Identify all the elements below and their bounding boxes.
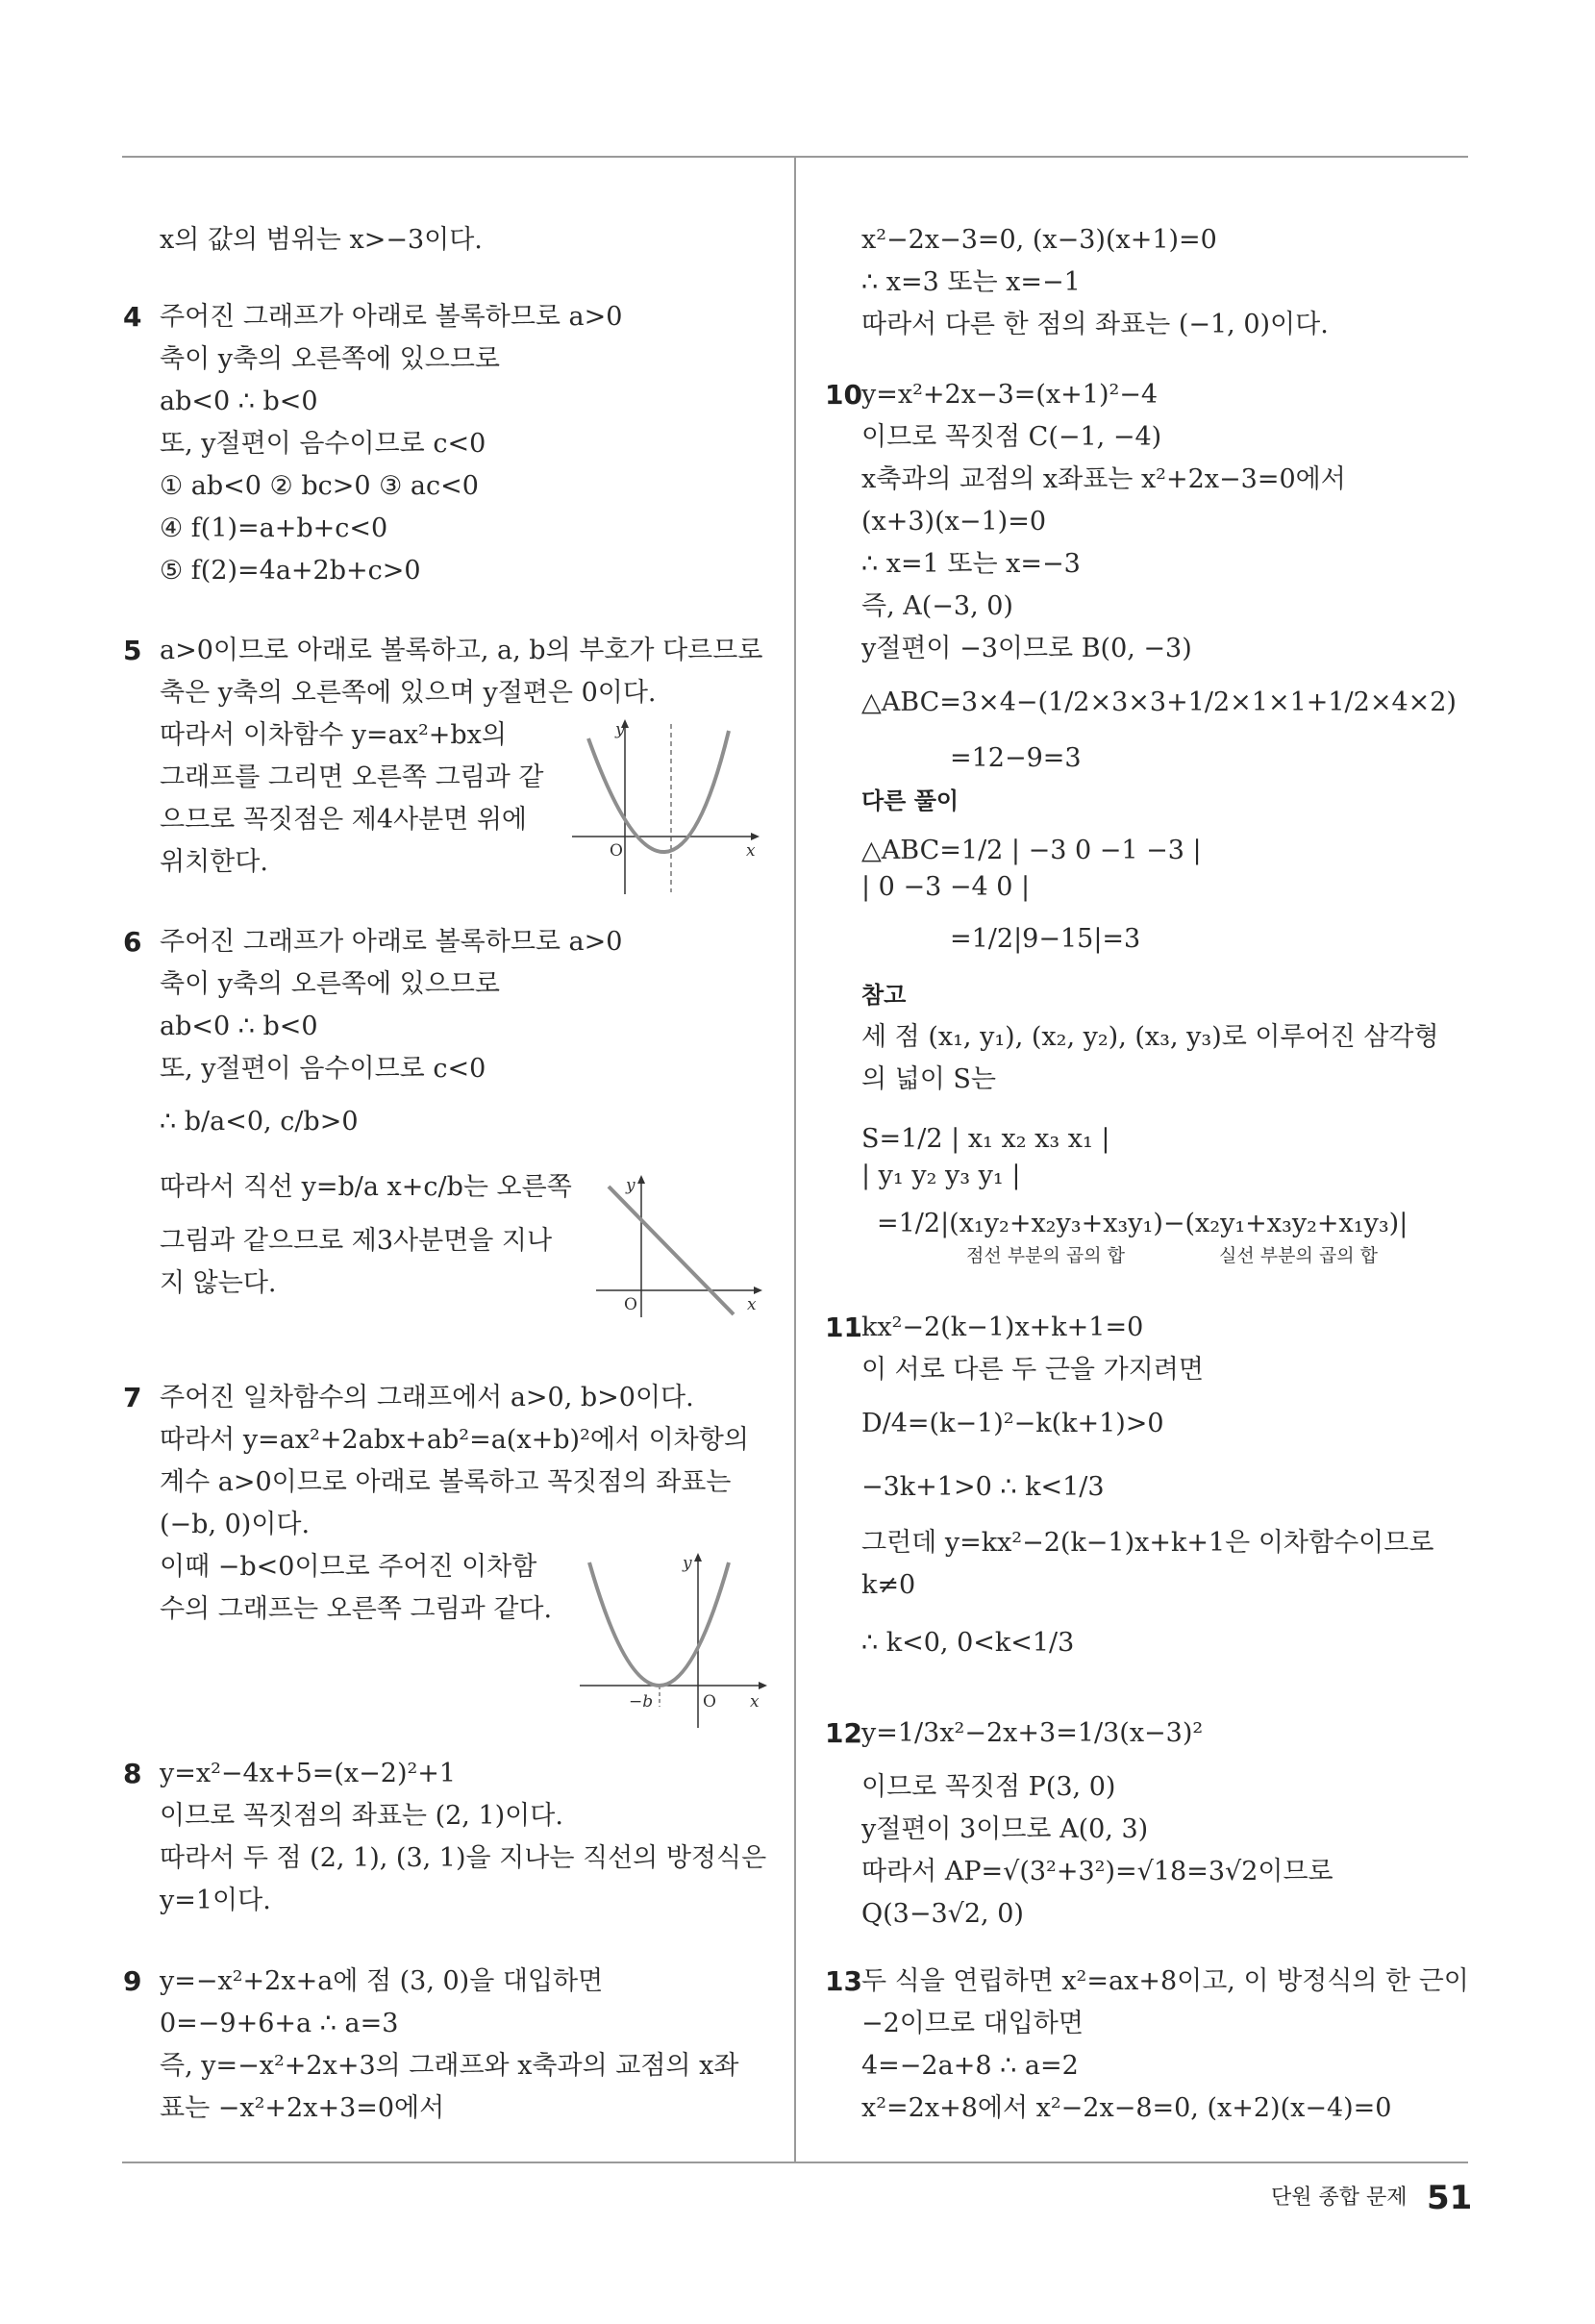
problem-7-parabola-graph xyxy=(575,1553,767,1731)
problem-10-line: x축과의 교점의 x좌표는 x²+2x−3=0에서 xyxy=(861,464,1346,494)
problem-8-line: y=x²−4x+5=(x−2)²+1 xyxy=(160,1759,457,1788)
problem-12-line: y=1/3x²−2x+3=1/3(x−3)² xyxy=(861,1718,1204,1748)
origin-label: O xyxy=(703,1692,716,1712)
problem-10-line: ∴ x=1 또는 x=−3 xyxy=(861,549,1081,579)
problem-13-line: 4=−2a+8 ∴ a=2 xyxy=(861,2051,1079,2081)
problem-13-line: −2이므로 대입하면 xyxy=(861,2009,1084,2038)
problem-9-cont-line: ∴ x=3 또는 x=−1 xyxy=(861,267,1081,297)
problem-7-line: 따라서 y=ax²+2abx+ab²=a(x+b)²에서 이차항의 xyxy=(160,1425,749,1455)
problem-4-line: 주어진 그래프가 아래로 볼록하므로 a>0 xyxy=(160,302,623,332)
problem-6-line: 그림과 같으므로 제3사분면을 지나 xyxy=(160,1226,553,1256)
x-axis-label: x xyxy=(747,1295,757,1314)
footer-section-label: 단원 종합 문제 xyxy=(1271,2186,1408,2210)
problem-6-line: ab<0 ∴ b<0 xyxy=(160,1012,318,1041)
problem-4-line: ab<0 ∴ b<0 xyxy=(160,387,318,416)
note-line: | y₁ y₂ y₃ y₁ | xyxy=(861,1161,1021,1190)
problem-7-number: 7 xyxy=(123,1382,142,1413)
problem-11-line: 그런데 y=kx²−2(k−1)x+k+1은 이차함수이므로 xyxy=(861,1528,1434,1558)
problem-5-line: 따라서 이차함수 y=ax²+bx의 xyxy=(160,720,507,750)
problem-4-line: 축이 y축의 오른쪽에 있으므로 xyxy=(160,344,500,374)
problem-6-line: ∴ b/a<0, c/b>0 xyxy=(160,1107,359,1137)
problem-6-line: 따라서 직선 y=b/a x+c/b는 오른쪽 xyxy=(160,1172,572,1202)
problem-9-line: 즉, y=−x²+2x+3의 그래프와 x축과의 교점의 x좌 xyxy=(160,2051,739,2081)
problem-9-line: 0=−9+6+a ∴ a=3 xyxy=(160,2009,399,2038)
intro-line: x의 값의 범위는 x>−3이다. xyxy=(160,225,483,255)
problem-7-line: 수의 그래프는 오른쪽 그림과 같다. xyxy=(160,1594,553,1624)
problem-6-number: 6 xyxy=(123,926,142,958)
column-divider xyxy=(794,156,796,2162)
problem-11-line: k≠0 xyxy=(861,1570,916,1600)
problem-11-line: −3k+1>0 ∴ k<1/3 xyxy=(861,1472,1105,1502)
origin-label: O xyxy=(610,841,623,861)
problem-4-line: ④ f(1)=a+b+c<0 xyxy=(160,513,388,543)
problem-13-number: 13 xyxy=(825,1965,862,1997)
note-line: S=1/2 | x₁ x₂ x₃ x₁ | xyxy=(861,1124,1110,1154)
problem-5-line: a>0이므로 아래로 볼록하고, a, b의 부호가 다르므로 xyxy=(160,636,763,665)
problem-12-line: y절편이 3이므로 A(0, 3) xyxy=(861,1814,1149,1844)
problem-6-line-graph xyxy=(591,1175,764,1319)
note-line: 의 넓이 S는 xyxy=(861,1064,996,1094)
problem-7-line: 주어진 일차함수의 그래프에서 a>0, b>0이다. xyxy=(160,1383,694,1412)
problem-10-line: =12−9=3 xyxy=(950,743,1082,773)
problem-6-line: 지 않는다. xyxy=(160,1268,277,1298)
problem-11-line: ∴ k<0, 0<k<1/3 xyxy=(861,1628,1075,1658)
note-line: =1/2|(x₁y₂+x₂y₃+x₃y₁)−(x₂y₁+x₃y₂+x₁y₃)| xyxy=(877,1209,1408,1238)
problem-10-number: 10 xyxy=(825,379,862,411)
alt-solution-line: | 0 −3 −4 0 | xyxy=(861,872,1031,902)
problem-7-line: 계수 a>0이므로 아래로 볼록하고 꼭짓점의 좌표는 xyxy=(160,1467,732,1497)
problem-9-line: y=−x²+2x+a에 점 (3, 0)을 대입하면 xyxy=(160,1966,604,1996)
problem-7-line: (−b, 0)이다. xyxy=(160,1510,311,1539)
problem-5-line: 위치한다. xyxy=(160,847,268,877)
problem-7-line: 이때 −b<0이므로 주어진 이차함 xyxy=(160,1552,537,1582)
problem-10-line: (x+3)(x−1)=0 xyxy=(861,507,1046,537)
problem-5-line: 그래프를 그리면 오른쪽 그림과 같 xyxy=(160,762,544,792)
note-line: 세 점 (x₁, y₁), (x₂, y₂), (x₃, y₃)로 이루어진 삼각형 xyxy=(861,1022,1439,1052)
problem-11-line: D/4=(k−1)²−k(k+1)>0 xyxy=(861,1409,1164,1438)
problem-4-number: 4 xyxy=(123,301,142,333)
y-axis-label: y xyxy=(615,720,625,739)
page-number: 51 xyxy=(1427,2179,1473,2217)
problem-12-line: 이므로 꼭짓점 P(3, 0) xyxy=(861,1772,1116,1802)
problem-10-line: y절편이 −3이므로 B(0, −3) xyxy=(861,634,1192,663)
alt-solution-line: =1/2|9−15|=3 xyxy=(950,924,1141,954)
problem-10-line: y=x²+2x−3=(x+1)²−4 xyxy=(861,380,1159,410)
problem-9-line: 표는 −x²+2x+3=0에서 xyxy=(160,2093,445,2123)
problem-13-line: 두 식을 연립하면 x²=ax+8이고, 이 방정식의 한 근이 xyxy=(861,1966,1469,1996)
solid-caption: 실선 부분의 곱의 합 xyxy=(1219,1245,1378,1266)
problem-6-line: 또, y절편이 음수이므로 c<0 xyxy=(160,1054,486,1084)
problem-4-line: ① ab<0 ② bc>0 ③ ac<0 xyxy=(160,471,479,501)
note-heading: 참고 xyxy=(861,982,907,1009)
problem-5-parabola-graph xyxy=(567,719,760,897)
problem-9-number: 9 xyxy=(123,1965,142,1997)
problem-5-line: 으므로 꼭짓점은 제4사분면 위에 xyxy=(160,805,527,835)
problem-5-line: 축은 y축의 오른쪽에 있으며 y절편은 0이다. xyxy=(160,678,657,708)
problem-9-cont-line: 따라서 다른 한 점의 좌표는 (−1, 0)이다. xyxy=(861,310,1329,339)
problem-10-line: 이므로 꼭짓점 C(−1, −4) xyxy=(861,422,1162,452)
vertex-label: −b xyxy=(629,1692,654,1712)
problem-12-line: 따라서 AP=√(3²+3²)=√18=3√2이므로 xyxy=(861,1857,1333,1887)
problem-12-line: Q(3−3√2, 0) xyxy=(861,1899,1024,1929)
x-axis-label: x xyxy=(746,841,756,861)
problem-13-line: x²=2x+8에서 x²−2x−8=0, (x+2)(x−4)=0 xyxy=(861,2093,1392,2123)
problem-10-line: 즉, A(−3, 0) xyxy=(861,591,1013,621)
problem-11-line: kx²−2(k−1)x+k+1=0 xyxy=(861,1312,1144,1342)
problem-6-line: 축이 y축의 오른쪽에 있으므로 xyxy=(160,969,500,999)
alt-solution-heading: 다른 풀이 xyxy=(861,787,959,814)
problem-10-line: △ABC=3×4−(1/2×3×3+1/2×1×1+1/2×4×2) xyxy=(861,687,1457,717)
problem-11-number: 11 xyxy=(825,1312,862,1343)
bottom-rule xyxy=(122,2162,1468,2163)
problem-8-number: 8 xyxy=(123,1758,142,1789)
x-axis-label: x xyxy=(750,1692,760,1712)
problem-4-line: ⑤ f(2)=4a+2b+c>0 xyxy=(160,556,421,586)
y-axis-label: y xyxy=(626,1176,636,1195)
problem-9-cont-line: x²−2x−3=0, (x−3)(x+1)=0 xyxy=(861,225,1217,255)
problem-4-line: 또, y절편이 음수이므로 c<0 xyxy=(160,429,486,459)
y-axis-label: y xyxy=(683,1554,692,1573)
dotted-caption: 점선 부분의 곱의 합 xyxy=(966,1245,1125,1266)
problem-11-line: 이 서로 다른 두 근을 가지려면 xyxy=(861,1355,1204,1385)
alt-solution-line: △ABC=1/2 | −3 0 −1 −3 | xyxy=(861,836,1202,865)
problem-5-number: 5 xyxy=(123,635,142,666)
problem-8-line: y=1이다. xyxy=(160,1886,271,1915)
problem-12-number: 12 xyxy=(825,1717,862,1749)
problem-6-line: 주어진 그래프가 아래로 볼록하므로 a>0 xyxy=(160,927,623,957)
origin-label: O xyxy=(624,1295,637,1314)
problem-8-line: 따라서 두 점 (2, 1), (3, 1)을 지나는 직선의 방정식은 xyxy=(160,1843,767,1873)
problem-8-line: 이므로 꼭짓점의 좌표는 (2, 1)이다. xyxy=(160,1801,563,1831)
